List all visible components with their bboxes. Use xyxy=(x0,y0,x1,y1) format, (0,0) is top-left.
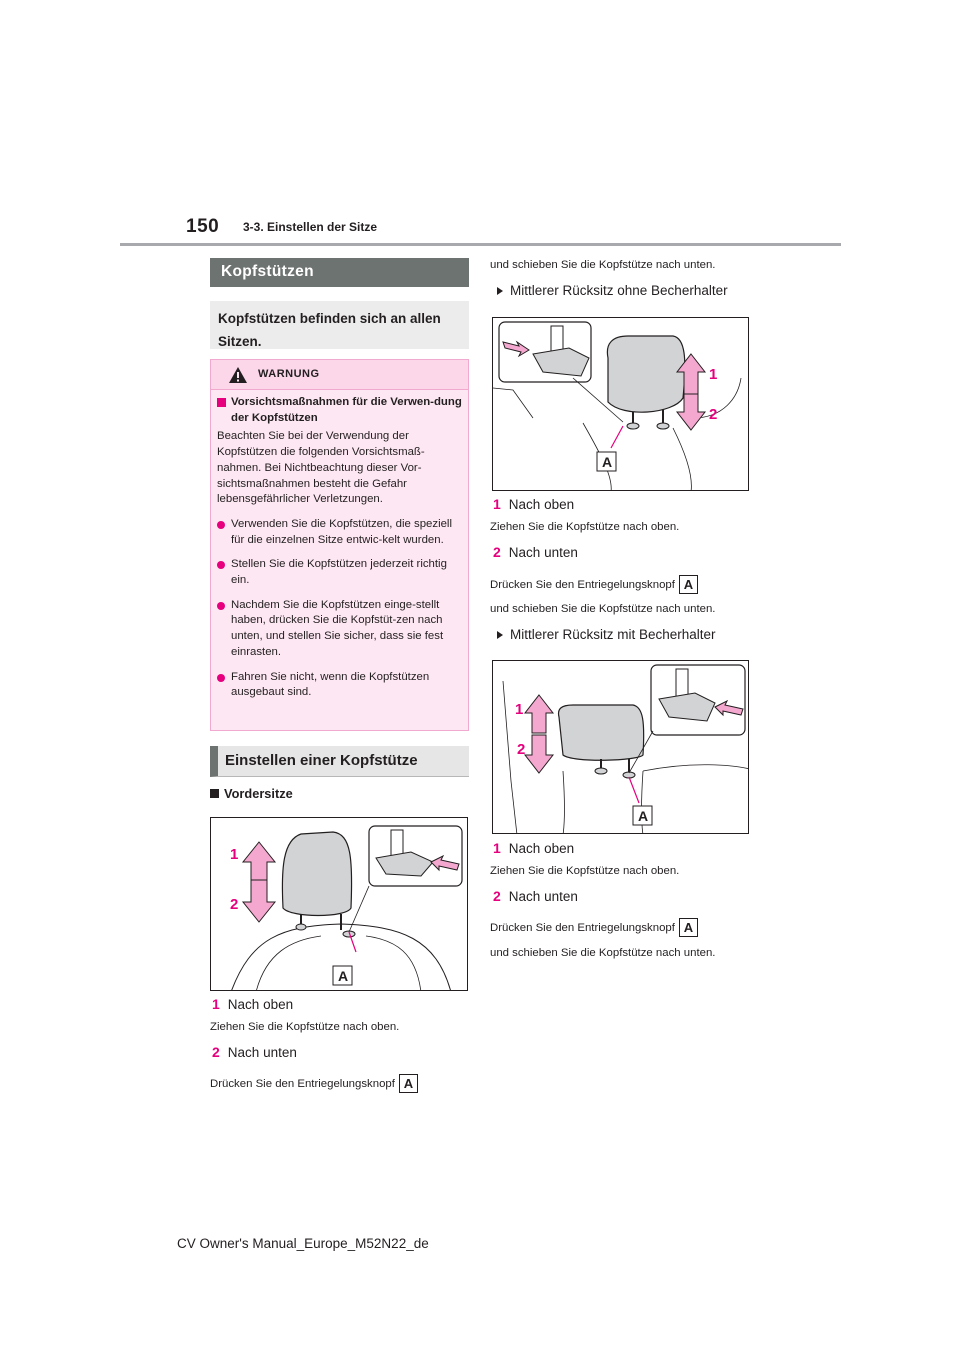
rear-with-holder-heading xyxy=(497,627,716,642)
step-label: Nach unten xyxy=(508,545,578,560)
right-step-2b xyxy=(493,888,578,904)
warning-bullet-text: Fahren Sie nicht, wenn die Kopfstützen ausgebaut sind. xyxy=(231,670,430,699)
step-label: Nach oben xyxy=(508,841,575,856)
figure-label-2: 2 xyxy=(709,406,718,423)
right-step-1-desc: Ziehen Sie die Kopfstütze nach oben. xyxy=(490,521,680,533)
figure-label-a: A xyxy=(638,808,649,824)
step-label: Nach unten xyxy=(508,889,578,904)
step-desc-text: Drücken Sie den Entriegelungsknopf xyxy=(490,921,675,934)
dot-bullet-icon xyxy=(217,602,225,610)
right-step-2 xyxy=(493,544,578,560)
rear-with-holder-figure xyxy=(492,660,749,834)
square-bullet-icon xyxy=(217,398,226,407)
triangle-bullet-icon xyxy=(497,287,503,295)
front-seat-figure xyxy=(210,817,468,991)
front-seats-heading xyxy=(210,786,293,801)
right-continuation-2: und schieben Sie die Kopfstütze nach unten. xyxy=(490,603,716,615)
dot-bullet-icon xyxy=(217,521,225,529)
front-seats-label: Vordersitze xyxy=(224,786,293,801)
step-number: 1 xyxy=(493,840,501,856)
figure-label-1: 1 xyxy=(709,366,718,383)
left-step-1-desc: Ziehen Sie die Kopfstütze nach oben. xyxy=(210,1021,400,1033)
arrow-down-icon xyxy=(525,735,553,773)
figure-label-1: 1 xyxy=(515,701,524,718)
left-step-2-desc xyxy=(210,1074,418,1093)
warning-box xyxy=(210,359,469,731)
left-step-2 xyxy=(212,1044,297,1060)
right-step-1b-desc: Ziehen Sie die Kopfstütze nach oben. xyxy=(490,865,680,877)
intro-text: Kopfstützen befinden sich an allen Sitzen. xyxy=(210,301,469,349)
warning-bullet xyxy=(217,598,462,661)
warning-bullet-text: Stellen Sie die Kopfstützen jederzeit richtig ein. xyxy=(231,558,447,587)
release-button-label: A xyxy=(679,918,698,937)
right-continuation: und schieben Sie die Kopfstütze nach unten. xyxy=(490,259,716,271)
square-bullet-icon xyxy=(210,789,219,798)
rear-no-holder-label: Mittlerer Rücksitz ohne Becherhalter xyxy=(510,283,728,298)
warning-bullet xyxy=(217,517,462,548)
dot-bullet-icon xyxy=(217,674,225,682)
warning-text: Beachten Sie bei der Verwendung der Kopfstützen die folgenden Vorsichtsmaß-nahmen. Bei Nichtbeachtung dieser Vor-sichtsmaßnahmen besteht die Gefahr lebensgefährlicher Verletzungen. xyxy=(217,430,425,506)
release-button-label: A xyxy=(399,1074,418,1093)
right-step-2b-desc xyxy=(490,918,698,937)
warning-subtitle-row xyxy=(217,395,462,426)
adjust-section-title: Einstellen einer Kopfstütze xyxy=(210,746,469,777)
triangle-bullet-icon xyxy=(497,631,503,639)
page-number: 150 xyxy=(186,216,220,237)
dot-bullet-icon xyxy=(217,561,225,569)
rear-no-holder-heading xyxy=(497,283,728,298)
step-number: 2 xyxy=(493,544,501,560)
figure-label-a: A xyxy=(602,454,613,470)
figure-label-1: 1 xyxy=(230,846,239,863)
figure-label-a: A xyxy=(338,968,349,984)
warning-bullet xyxy=(217,670,462,701)
step-label: Nach oben xyxy=(508,497,575,512)
section-title: Kopfstützen xyxy=(210,258,469,287)
right-step-2-desc xyxy=(490,575,698,594)
step-number: 1 xyxy=(493,496,501,512)
step-number: 1 xyxy=(212,996,220,1012)
warning-subtitle: Vorsichtsmaßnahmen für die Verwen-dung der Kopfstützen xyxy=(231,396,462,424)
rear-with-holder-label: Mittlerer Rücksitz mit Becherhalter xyxy=(510,627,716,642)
right-step-1 xyxy=(493,496,574,512)
header-rule xyxy=(120,243,841,246)
arrow-up-icon xyxy=(525,695,553,733)
warning-bullet-text: Nachdem Sie die Kopfstützen einge-stellt haben, drücken Sie die Kopfstüt-zen nach unten, und stellen Sie sicher, dass sie fest einrasten. xyxy=(231,598,444,658)
warning-title: WARNUNG xyxy=(258,368,320,380)
warning-bullet-text: Verwenden Sie die Kopfstützen, die speziell für die einzelnen Sitze entwic-kelt wurden. xyxy=(231,517,452,546)
chapter-title: 3-3. Einstellen der Sitze xyxy=(243,220,378,234)
step-number: 2 xyxy=(212,1044,220,1060)
warning-bullet xyxy=(217,557,462,588)
figure-label-2: 2 xyxy=(517,741,526,758)
right-step-1b xyxy=(493,840,574,856)
arrow-up-icon xyxy=(243,842,275,884)
step-desc-text: Drücken Sie den Entriegelungsknopf xyxy=(210,1077,395,1090)
step-label: Nach unten xyxy=(227,1045,297,1060)
figure-label-2: 2 xyxy=(230,896,239,913)
footer-manual-id: CV Owner's Manual_Europe_M52N22_de xyxy=(177,1236,429,1251)
right-continuation-3: und schieben Sie die Kopfstütze nach unten. xyxy=(490,947,716,959)
left-step-1 xyxy=(212,996,293,1012)
warning-header xyxy=(211,360,468,390)
arrow-down-icon xyxy=(243,880,275,922)
step-number: 2 xyxy=(493,888,501,904)
warning-icon xyxy=(228,366,248,384)
step-label: Nach oben xyxy=(227,997,294,1012)
step-desc-text: Drücken Sie den Entriegelungsknopf xyxy=(490,578,675,591)
release-button-label: A xyxy=(679,575,698,594)
rear-no-holder-figure xyxy=(492,317,749,491)
